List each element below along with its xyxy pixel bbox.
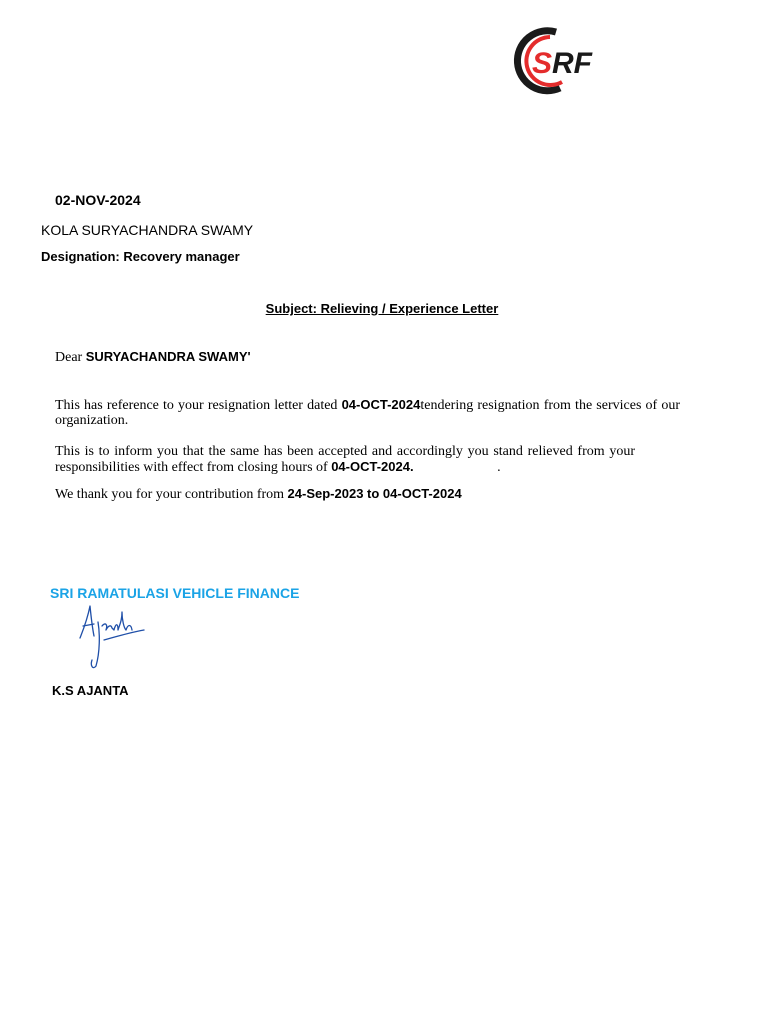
paragraph-resignation xyxy=(55,397,680,428)
greeting xyxy=(55,349,251,366)
p2-text-before: This is to inform you that the same has been accepted and accordingly you stand relieved from your responsibilities with effect from closing hours of xyxy=(55,444,635,475)
logo-letters: SRF xyxy=(532,47,593,80)
signer-name: K.S AJANTA xyxy=(52,683,129,698)
letter-subject: Subject: Relieving / Experience Letter xyxy=(265,301,499,316)
paragraph-thanks xyxy=(55,486,680,502)
signature-text: Ajanta xyxy=(74,602,77,603)
p2-text-after: . xyxy=(493,460,501,475)
greeting-prefix: Dear xyxy=(55,350,83,365)
paragraph-relieved xyxy=(55,444,635,475)
p1-resignation-date: 04-OCT-2024 xyxy=(341,397,421,412)
p3-text-before: We thank you for your contribution from xyxy=(55,487,288,502)
letter-date: 02-NOV-2024 xyxy=(55,192,141,208)
p3-service-period: 24-Sep-2023 to 04-OCT-2024 xyxy=(287,486,462,501)
p2-relieving-date: 04-OCT-2024. xyxy=(331,459,414,474)
recipient-name: KOLA SURYACHANDRA SWAMY xyxy=(41,222,254,238)
srf-logo xyxy=(510,26,622,96)
p1-text-before: This has reference to your resignation letter dated xyxy=(55,398,342,413)
p1-text-after: tendering resignation from the services of our organization. xyxy=(55,398,680,428)
company-name: SRI RAMATULASI VEHICLE FINANCE xyxy=(50,585,300,601)
recipient-designation: Designation: Recovery manager xyxy=(41,249,240,264)
signature xyxy=(74,602,148,672)
greeting-name: SURYACHANDRA SWAMY' xyxy=(85,349,251,364)
